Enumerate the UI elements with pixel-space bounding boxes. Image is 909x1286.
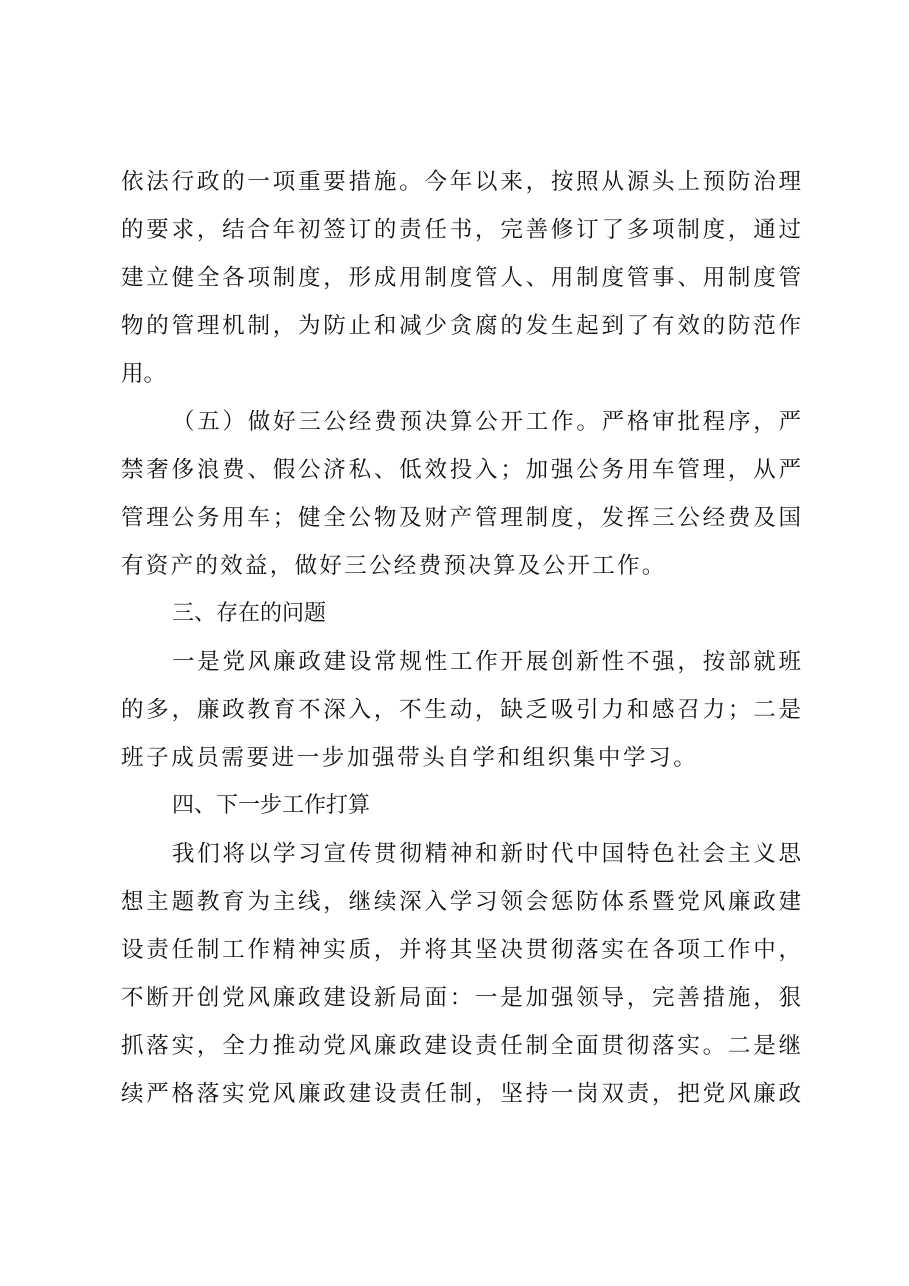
paragraph-line: 物的管理机制，为防止和减少贪腐的发生起到了有效的防范作 <box>121 313 801 339</box>
paragraph-line: 抓落实，全力推动党风廉政建设责任制全面贯彻落实。二是继 <box>121 1033 801 1059</box>
paragraph-line: 用。 <box>121 361 167 387</box>
paragraph-line: 管理公务用车；健全公物及财产管理制度，发挥三公经费及国 <box>121 505 801 531</box>
paragraph-line: 有资产的效益，做好三公经费预决算及公开工作。 <box>121 553 667 579</box>
paragraph-line: 建立健全各项制度，形成用制度管人、用制度管事、用制度管 <box>121 265 801 291</box>
paragraph-line: 想主题教育为主线，继续深入学习领会惩防体系暨党风廉政建 <box>121 889 801 915</box>
paragraph-line: 续严格落实党风廉政建设责任制，坚持一岗双责，把党风廉政 <box>121 1081 801 1107</box>
paragraph-line: 依法行政的一项重要措施。今年以来，按照从源头上预防治理 <box>121 169 801 195</box>
paragraph-line: 设责任制工作精神实质，并将其坚决贯彻落实在各项工作中， <box>121 937 801 963</box>
paragraph-line: 禁奢侈浪费、假公济私、低效投入；加强公务用车管理，从严 <box>121 457 801 483</box>
section-heading: 四、下一步工作打算 <box>172 793 371 818</box>
paragraph-line: 不断开创党风廉政建设新局面：一是加强领导，完善措施，狠 <box>121 985 801 1011</box>
paragraph-line: 的要求，结合年初签订的责任书，完善修订了多项制度，通过 <box>121 217 801 243</box>
paragraph-line: 我们将以学习宣传贯彻精神和新时代中国特色社会主义思 <box>172 841 801 867</box>
paragraph-line: 班子成员需要进一步加强带头自学和组织集中学习。 <box>121 745 699 771</box>
paragraph-line: （五）做好三公经费预决算公开工作。严格审批程序，严 <box>172 409 801 435</box>
section-heading: 三、存在的问题 <box>172 601 327 626</box>
paragraph-line: 一是党风廉政建设常规性工作开展创新性不强，按部就班 <box>172 649 801 675</box>
paragraph-line: 的多，廉政教育不深入，不生动，缺乏吸引力和感召力；二是 <box>121 697 801 723</box>
